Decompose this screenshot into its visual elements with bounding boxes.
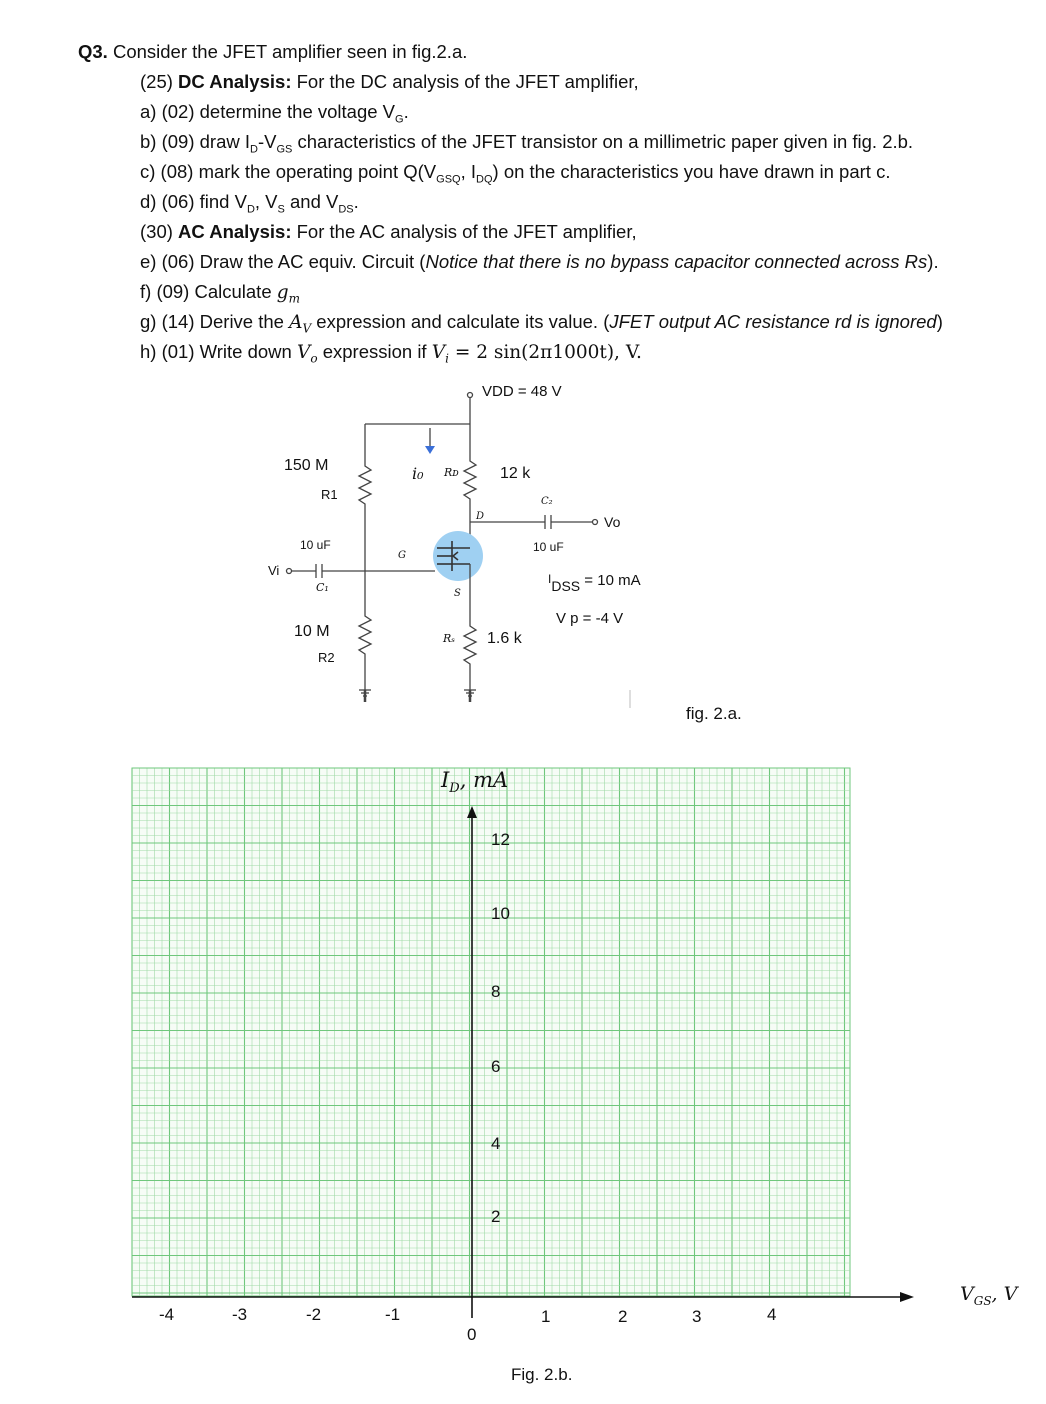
r1-value: 150 M — [284, 457, 329, 474]
dc-analysis-line: (25) DC Analysis: For the DC analysis of the JFET amplifier, — [140, 71, 639, 92]
source-label: S — [454, 588, 461, 599]
io-label: i₀ — [412, 464, 424, 483]
r2-name: R2 — [318, 650, 335, 665]
item-d: d) (06) find $V_D$, $V_S$ and $V_{DS}$. — [140, 191, 359, 216]
rd-name: Rᴅ — [444, 466, 459, 479]
vdd-label: VDD = 48 V — [482, 383, 562, 400]
item-e: e) (06) Draw the AC equiv. Circuit (Notice that there is no bypass capacitor connected across Rs). — [140, 251, 939, 272]
x-tick-neg3: -3 — [232, 1305, 248, 1324]
x-tick-neg2: -2 — [306, 1305, 322, 1324]
r2-value: 10 M — [294, 623, 330, 640]
item-f: f) (09) Calculate $g_m$ — [140, 281, 300, 306]
gate-label: G — [398, 550, 406, 561]
item-c: c) (08) mark the operating point $Q(V_{GSQ}$, $I_{DQ}$) on the characteristics you have drawn in part c. — [140, 161, 891, 186]
x-axis-label: $V_{GS}$, V — [960, 1283, 1018, 1308]
y-tick-6: 6 — [491, 1057, 501, 1076]
item-a: a) (02) determine the voltage $V_G$. — [140, 101, 409, 126]
rs-value: 1.6 k — [487, 630, 522, 647]
vo-label: Vo — [604, 514, 621, 530]
c1-value: 10 uF — [300, 538, 331, 552]
y-tick-8: 8 — [491, 982, 501, 1001]
x-axis-arrow — [900, 1292, 914, 1302]
x-tick-neg4: -4 — [159, 1305, 175, 1324]
vi-label: Vi — [268, 563, 280, 578]
y-tick-12: 12 — [491, 830, 510, 849]
x-tick-neg1: -1 — [385, 1305, 401, 1324]
c2-value: 10 uF — [533, 540, 564, 554]
r1-name: R1 — [321, 487, 338, 502]
c2-name: C₂ — [541, 496, 553, 507]
item-g: g) (14) Derive the $A_V$ expression and calculate its value. (JFET output AC resistance rd is ignored) — [140, 311, 943, 336]
question-heading: Q3. Consider the JFET amplifier seen in fig.2.a. — [78, 41, 468, 62]
vp-label: V p = -4 V — [556, 610, 624, 627]
x-tick-origin: 0 — [467, 1325, 477, 1344]
c1-name: C₁ — [316, 581, 329, 594]
item-h: h) (01) Write down $V_o$ expression if $V_i = 2$ sin(2π1000t), V. — [140, 341, 642, 366]
fig-2b-caption: Fig. 2.b. — [511, 1365, 573, 1384]
idss-label: $^I$DSS = 10 mA — [548, 572, 641, 594]
fig-2a-caption: fig. 2.a. — [686, 704, 742, 723]
item-b: b) (09) draw $I_D-V_{GS}$ characteristics of the JFET transistor on a millimetric paper given in fig. 2.b. — [140, 131, 914, 156]
ac-analysis-line: (30) AC Analysis: For the AC analysis of the JFET amplifier, — [140, 221, 637, 242]
y-tick-10: 10 — [491, 904, 510, 923]
y-tick-4: 4 — [491, 1134, 501, 1153]
x-tick-3: 3 — [692, 1307, 702, 1326]
rs-name: Rₛ — [443, 632, 455, 645]
y-tick-2: 2 — [491, 1207, 501, 1226]
drain-label: D — [476, 511, 485, 522]
y-axis-label: $I_D$, mA — [441, 768, 509, 797]
rd-value: 12 k — [500, 465, 531, 482]
x-tick-1: 1 — [541, 1307, 551, 1326]
x-tick-2: 2 — [618, 1307, 628, 1326]
x-tick-4: 4 — [767, 1305, 777, 1324]
